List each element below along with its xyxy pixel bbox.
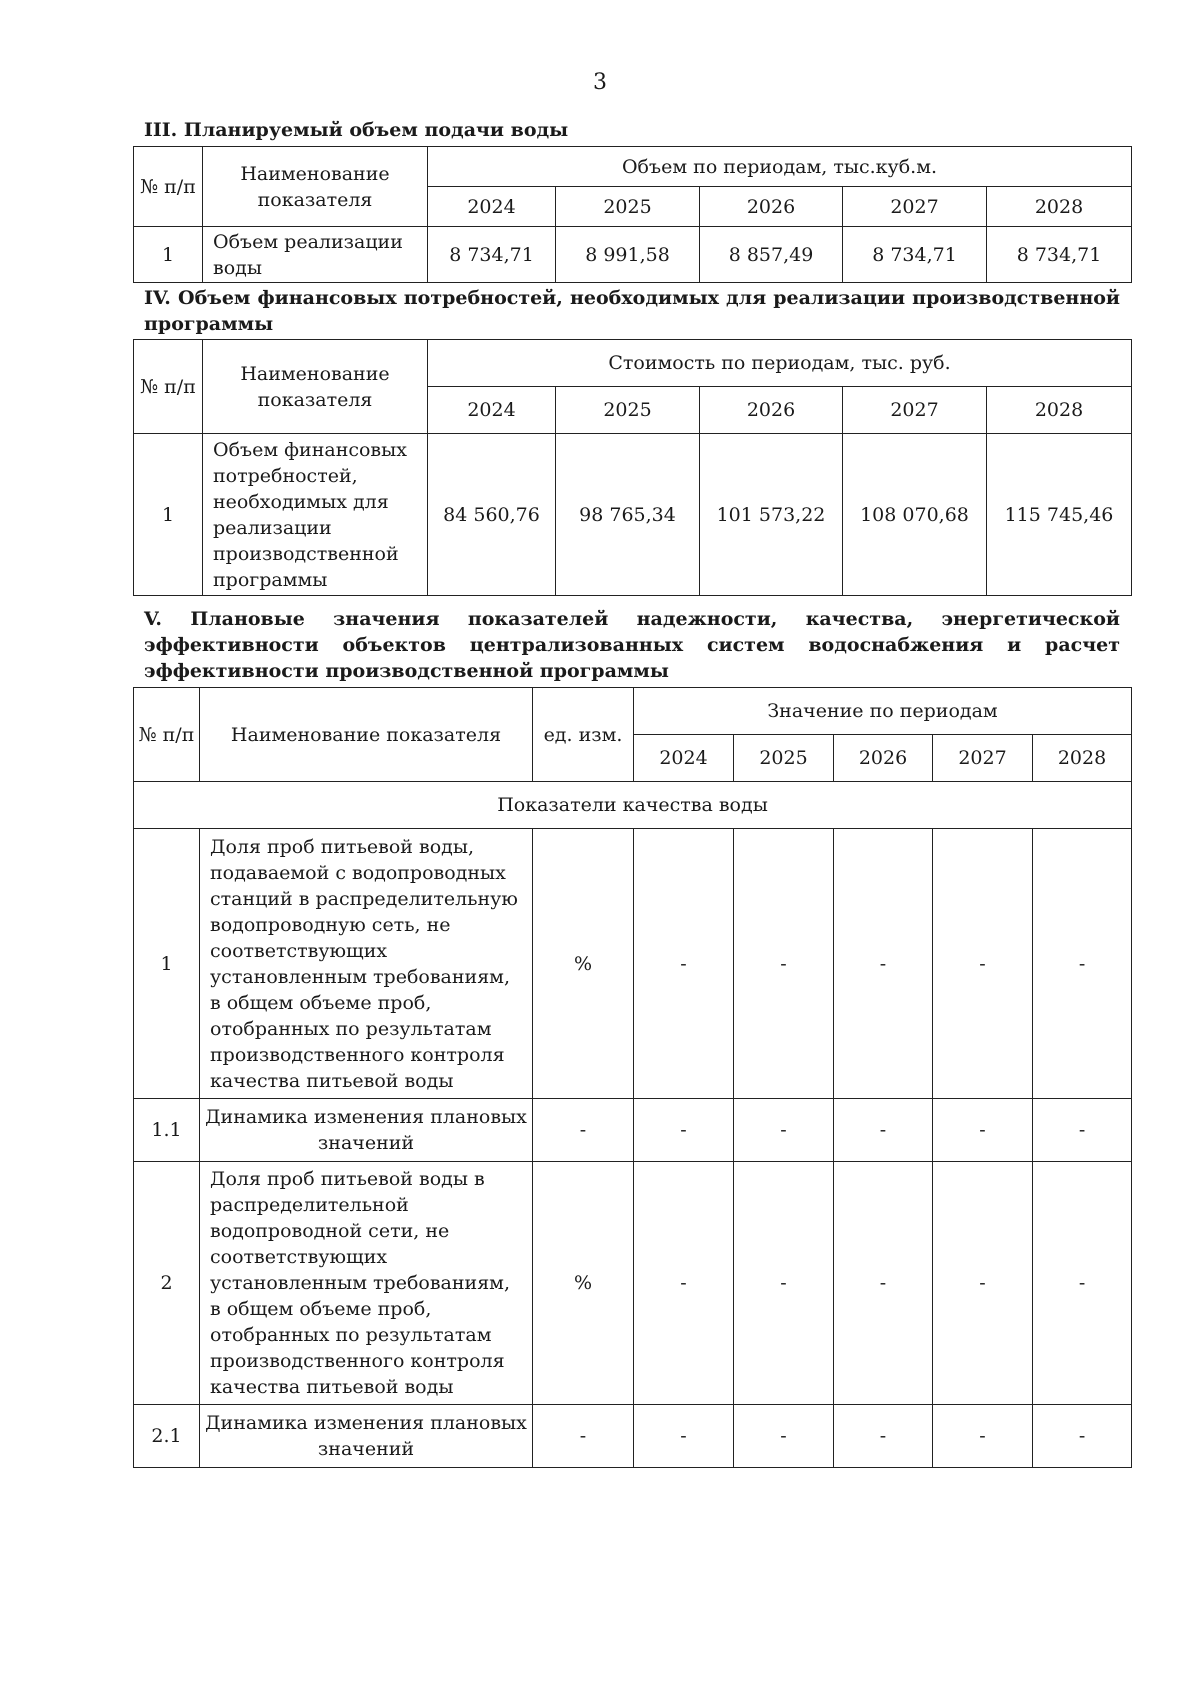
value-cell: 98 765,34 — [556, 434, 700, 596]
row-number: 1.1 — [134, 1099, 200, 1162]
column-header-name: Наименование показателя — [203, 147, 428, 227]
unit-cell: % — [533, 1162, 634, 1405]
value-cell: - — [1033, 1405, 1132, 1468]
year-header: 2028 — [1033, 735, 1132, 782]
year-header: 2026 — [700, 187, 843, 227]
column-header-number: № п/п — [134, 340, 203, 434]
row-number: 2.1 — [134, 1405, 200, 1468]
unit-cell: - — [533, 1099, 634, 1162]
row-name: Объем финансовых потребностей, необходимых для реализации производственной программы — [203, 434, 428, 596]
column-header-number: № п/п — [134, 147, 203, 227]
row-number: 1 — [134, 829, 200, 1099]
row-number: 2 — [134, 1162, 200, 1405]
value-cell: 84 560,76 — [428, 434, 556, 596]
column-header-unit: ед. изм. — [533, 688, 634, 782]
year-header: 2024 — [428, 387, 556, 434]
row-name: Доля проб питьевой воды, подаваемой с водопроводных станций в распределительную водопроводную сеть, не соответствующих установленным требованиям, в общем объеме проб, отобранных по результатам производственного контроля качества питьевой воды — [200, 829, 533, 1099]
year-header: 2026 — [834, 735, 933, 782]
table-row — [134, 1405, 1132, 1468]
year-header: 2025 — [556, 187, 700, 227]
year-header: 2027 — [843, 187, 987, 227]
group-title: Показатели качества воды — [134, 782, 1132, 829]
value-cell: 8 734,71 — [843, 227, 987, 283]
value-cell: - — [734, 1162, 834, 1405]
section-3-title: III. Планируемый объем подачи воды — [144, 119, 569, 141]
value-cell: - — [834, 1405, 933, 1468]
page-number: 3 — [593, 70, 607, 95]
year-header: 2027 — [843, 387, 987, 434]
value-cell: 108 070,68 — [843, 434, 987, 596]
value-cell: - — [933, 1162, 1033, 1405]
year-header: 2026 — [700, 387, 843, 434]
unit-cell: % — [533, 829, 634, 1099]
value-cell: 115 745,46 — [987, 434, 1132, 596]
value-cell: - — [834, 829, 933, 1099]
value-cell: - — [634, 1162, 734, 1405]
value-cell: 8 857,49 — [700, 227, 843, 283]
section-5-title: V. Плановые значения показателей надежности, качества, энергетической эффективности объектов централизованных систем водоснабжения и расчет эффективности производственной программы — [144, 608, 1120, 682]
value-cell: - — [1033, 829, 1132, 1099]
financial-needs-table — [133, 339, 1132, 596]
row-name: Объем реализации воды — [203, 227, 428, 283]
row-name: Динамика изменения плановых значений — [200, 1099, 533, 1162]
year-header: 2028 — [987, 387, 1132, 434]
table-row — [134, 1099, 1132, 1162]
water-supply-table — [133, 146, 1132, 283]
column-header-period: Значение по периодам — [634, 688, 1132, 735]
row-name: Доля проб питьевой воды в распределительной водопроводной сети, не соответствующих установленным требованиям, в общем объеме проб, отобранных по результатам производственного контроля качества питьевой воды — [200, 1162, 533, 1405]
value-cell: 101 573,22 — [700, 434, 843, 596]
table-group-row — [134, 782, 1132, 829]
value-cell: 8 734,71 — [428, 227, 556, 283]
indicators-table — [133, 687, 1132, 1468]
column-header-name: Наименование показателя — [203, 340, 428, 434]
value-cell: - — [834, 1099, 933, 1162]
value-cell: - — [734, 1099, 834, 1162]
year-header: 2025 — [556, 387, 700, 434]
value-cell: - — [1033, 1162, 1132, 1405]
value-cell: - — [933, 1099, 1033, 1162]
year-header: 2025 — [734, 735, 834, 782]
row-name: Динамика изменения плановых значений — [200, 1405, 533, 1468]
value-cell: - — [634, 1405, 734, 1468]
column-header-period: Объем по периодам, тыс.куб.м. — [428, 147, 1132, 187]
year-header: 2024 — [428, 187, 556, 227]
value-cell: - — [634, 1099, 734, 1162]
value-cell: - — [634, 829, 734, 1099]
value-cell: - — [734, 1405, 834, 1468]
table-row — [134, 1162, 1132, 1405]
value-cell: - — [1033, 1099, 1132, 1162]
column-header-number: № п/п — [134, 688, 200, 782]
value-cell: 8 991,58 — [556, 227, 700, 283]
year-header: 2027 — [933, 735, 1033, 782]
unit-cell: - — [533, 1405, 634, 1468]
row-number: 1 — [134, 434, 203, 596]
value-cell: - — [933, 1405, 1033, 1468]
year-header: 2024 — [634, 735, 734, 782]
table-row — [134, 434, 1132, 596]
section-4-title: IV. Объем финансовых потребностей, необходимых для реализации производственной программы — [144, 287, 1120, 335]
value-cell: - — [834, 1162, 933, 1405]
table-row — [134, 227, 1132, 283]
value-cell: 8 734,71 — [987, 227, 1132, 283]
column-header-name: Наименование показателя — [200, 688, 533, 782]
value-cell: - — [734, 829, 834, 1099]
year-header: 2028 — [987, 187, 1132, 227]
column-header-period: Стоимость по периодам, тыс. руб. — [428, 340, 1132, 387]
row-number: 1 — [134, 227, 203, 283]
value-cell: - — [933, 829, 1033, 1099]
table-row — [134, 829, 1132, 1099]
